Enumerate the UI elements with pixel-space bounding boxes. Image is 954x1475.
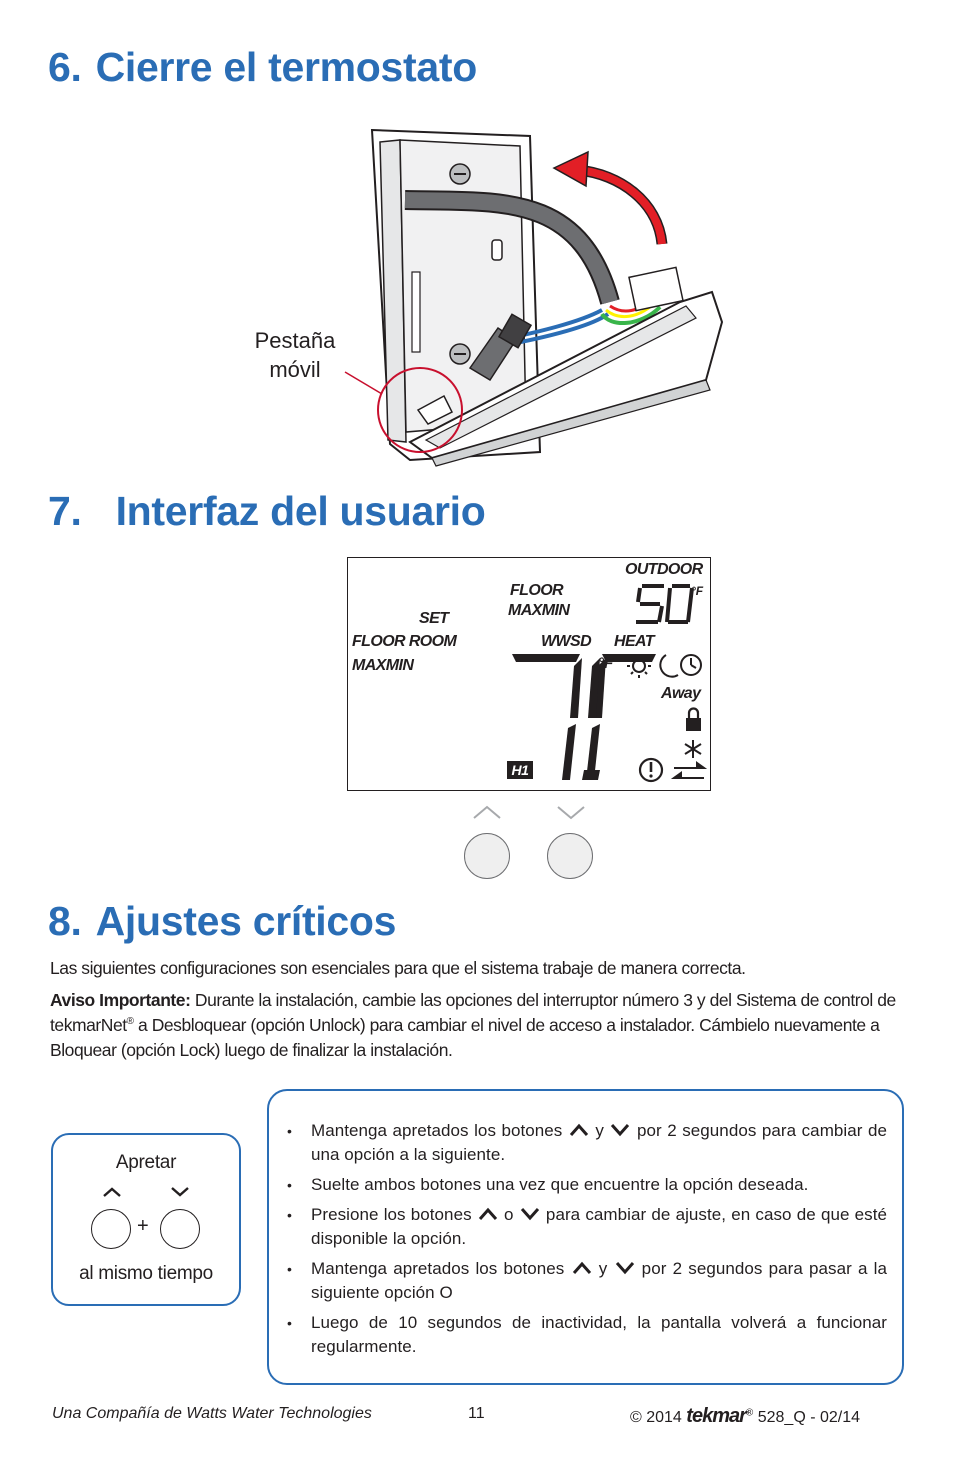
- lcd-display: [347, 557, 711, 791]
- down-arrow-icon: [519, 1207, 541, 1221]
- footer-right: [630, 1405, 860, 1428]
- press-both-buttons-box: [51, 1133, 241, 1306]
- registered-mark: ®: [126, 1016, 134, 1028]
- page-number: 11: [468, 1405, 485, 1422]
- section-6-heading: [48, 44, 477, 91]
- heat-label: HEAT: [614, 633, 654, 650]
- up-button[interactable]: [464, 833, 510, 879]
- clock-icon: [681, 655, 701, 675]
- press-label: Apretar: [115, 1152, 177, 1173]
- section-title: Cierre el termostato: [95, 44, 477, 90]
- list-item: • Suelte ambos botones una vez que encuentre la opción deseada.: [287, 1173, 887, 1197]
- at-same-time-label: al mismo tiempo: [79, 1263, 213, 1284]
- h1-badge: H1: [507, 761, 533, 779]
- communication-arrows-icon: [674, 763, 704, 778]
- outdoor-unit-label: °F: [691, 584, 704, 598]
- set-label: SET: [419, 610, 449, 627]
- instructions-box: [267, 1089, 904, 1385]
- outdoor-temp-segments: [636, 586, 692, 622]
- brand-registered-mark: ®: [745, 1407, 754, 1419]
- list-item: • Mantenga apretados los botones y por 2 segundos para pasar a la siguiente opción O: [287, 1257, 887, 1305]
- section-7-heading: [48, 488, 486, 535]
- up-arrow-icon: [568, 1123, 590, 1137]
- up-arrow-icon: [477, 1207, 499, 1221]
- main-temp-segments: [512, 654, 656, 780]
- list-item: • Mantenga apretados los botones y por 2 segundos para cambiar de una opción a la siguiente.: [287, 1119, 887, 1167]
- main-unit-label: °F: [598, 655, 614, 672]
- callout-line-1: Pestaña: [254, 328, 336, 353]
- up-chevron-icon: [472, 804, 502, 820]
- floor-label: FLOOR: [510, 582, 563, 599]
- up-button-illustration: [91, 1209, 131, 1249]
- maxmin-left-label: MAXMIN: [352, 657, 414, 674]
- lock-icon: [686, 709, 701, 732]
- plus-sign: +: [137, 1215, 149, 1237]
- section-number: 7.: [48, 488, 82, 534]
- section-number: 6.: [48, 44, 82, 90]
- down-button[interactable]: [547, 833, 593, 879]
- down-chevron-icon: [169, 1185, 191, 1199]
- document-code: 528_Q - 02/14: [757, 1409, 861, 1426]
- down-arrow-icon: [609, 1123, 631, 1137]
- wwsd-label: WWSD: [541, 633, 592, 650]
- warning-icon: [640, 759, 662, 781]
- callout-line-2: móvil: [269, 357, 321, 382]
- floor-room-label: FLOOR ROOM: [352, 633, 457, 650]
- instructions-list: [287, 1119, 887, 1365]
- intro-paragraph: Las siguientes configuraciones son esenciales para que el sistema trabaje de manera correcta.: [50, 958, 746, 978]
- movable-tab-callout: [240, 326, 350, 384]
- maxmin-top-label: MAXMIN: [508, 602, 570, 619]
- copyright: © 2014: [630, 1409, 682, 1426]
- moon-icon: [660, 655, 678, 677]
- notice-text-1: Durante la instalación, cambie las opciones del interruptor número 3 y del Sistema de control de tekmarNet: [50, 990, 896, 1035]
- list-item: • Luego de 10 segundos de inactividad, la pantalla volverá a funcionar regularmente.: [287, 1311, 887, 1359]
- outdoor-label: OUTDOOR: [625, 561, 703, 578]
- section-8-heading: [48, 898, 396, 945]
- section-number: 8.: [48, 898, 82, 944]
- section-title: Interfaz del usuario: [115, 488, 486, 534]
- list-item: • Presione los botones o para cambiar de ajuste, en caso de que esté disponible la opción.: [287, 1203, 887, 1251]
- thermostat-closing-illustration: [340, 122, 730, 472]
- brand-logo: tekmar: [686, 1405, 746, 1427]
- down-arrow-icon: [614, 1261, 636, 1275]
- footer-company: Una Compañía de Watts Water Technologies: [52, 1405, 372, 1422]
- up-chevron-icon: [101, 1185, 123, 1199]
- up-arrow-icon: [571, 1261, 593, 1275]
- away-label: Away: [661, 685, 701, 702]
- down-button-illustration: [160, 1209, 200, 1249]
- important-notice-paragraph: [50, 988, 906, 1063]
- down-chevron-icon: [556, 804, 586, 820]
- snowflake-icon: [685, 740, 701, 758]
- notice-label: Aviso Importante:: [50, 990, 191, 1010]
- notice-text-2: a Desbloquear (opción Unlock) para cambiar el nivel de acceso a instalador. Cámbielo nuevamente a Bloquear (opción Lock) luego de finalizar la instalación.: [50, 1015, 880, 1060]
- section-title: Ajustes críticos: [95, 898, 397, 944]
